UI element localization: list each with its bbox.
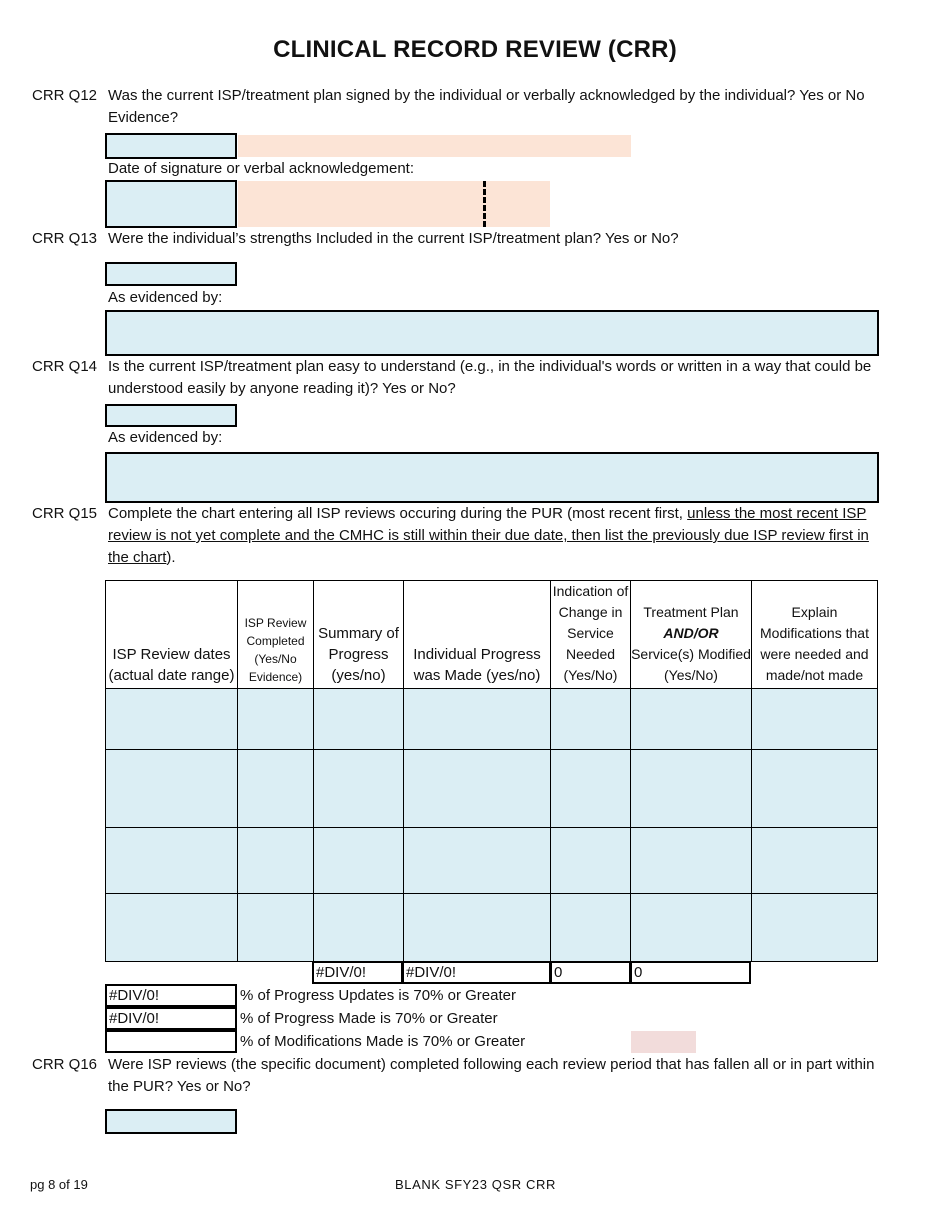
q14-answer-field[interactable]: [105, 404, 237, 427]
table-cell[interactable]: [631, 828, 752, 894]
page-title: CLINICAL RECORD REVIEW (CRR): [273, 36, 677, 63]
q13-evidence-field[interactable]: [105, 310, 879, 356]
col-header-review-completed: ISP Review Completed (Yes/No Evidence): [238, 581, 314, 689]
table-row: [106, 750, 878, 828]
q14-text: Is the current ISP/treatment plan easy to understand (e.g., in the individual's words or written in a way that could be understood easily by anyone reading it)? Yes or No?: [108, 358, 872, 397]
table-cell[interactable]: [752, 894, 878, 962]
q12-number: CRR Q12: [32, 87, 98, 104]
table-cell[interactable]: [631, 689, 752, 750]
q12-text: Was the current ISP/treatment plan signed by the individual or verbally acknowledged by the individual? Yes or No Evidence?: [108, 87, 865, 126]
table-cell[interactable]: [404, 828, 551, 894]
q12-answer-note: [238, 135, 631, 157]
table-cell[interactable]: [106, 828, 238, 894]
table-cell[interactable]: [551, 750, 631, 828]
col-header-change-needed: Indication of Change in Service Needed (Yes/No): [551, 581, 631, 689]
col-header-plan-modified-a: Treatment Plan: [643, 604, 739, 620]
table-cell[interactable]: [238, 689, 314, 750]
table-cell[interactable]: [404, 750, 551, 828]
total-summary-progress: #DIV/0!: [312, 961, 403, 984]
q13-evidence-label: As evidenced by:: [108, 289, 223, 306]
q15-text-end: ).: [166, 549, 176, 566]
q16-text: Were ISP reviews (the specific document) completed following each review period that has fallen all or in part within the PUR? Yes or No?: [108, 1056, 875, 1095]
col-header-plan-modified: [631, 581, 752, 689]
table-cell[interactable]: [106, 894, 238, 962]
table-cell[interactable]: [551, 894, 631, 962]
q15-number: CRR Q15: [32, 505, 98, 522]
date-divider: [483, 181, 486, 227]
table-cell[interactable]: [314, 689, 404, 750]
modifications-flag: [631, 1031, 696, 1053]
table-cell[interactable]: [106, 689, 238, 750]
table-cell[interactable]: [631, 750, 752, 828]
pct-progress-updates-value: #DIV/0!: [105, 984, 237, 1007]
pct-progress-made-value: #DIV/0!: [105, 1007, 237, 1030]
q15-text-underlined: unless the most recent ISP review is not yet complete and the CMHC is still within their due date, then list the previously due ISP review first in the chart: [108, 505, 869, 566]
q13-number: CRR Q13: [32, 230, 98, 247]
table-cell[interactable]: [314, 828, 404, 894]
q15-text: [108, 503, 878, 569]
total-plan-modified: 0: [630, 961, 751, 984]
table-row: [106, 828, 878, 894]
table-cell[interactable]: [238, 750, 314, 828]
table-cell[interactable]: [752, 828, 878, 894]
table-cell[interactable]: [551, 689, 631, 750]
document-name: BLANK SFY23 QSR CRR: [395, 1177, 556, 1192]
pct-modifications-value: [105, 1030, 237, 1053]
table-cell[interactable]: [238, 828, 314, 894]
table-cell[interactable]: [314, 750, 404, 828]
q14-evidence-label: As evidenced by:: [108, 429, 223, 446]
q12-date-note: [238, 181, 550, 227]
q12-answer-field[interactable]: [105, 133, 237, 159]
isp-review-table: [105, 580, 878, 962]
table-cell[interactable]: [752, 689, 878, 750]
table-row: [106, 689, 878, 750]
table-cell[interactable]: [238, 894, 314, 962]
col-header-individual-progress: Individual Progress was Made (yes/no): [404, 581, 551, 689]
col-header-plan-modified-b: AND/OR: [663, 625, 719, 641]
q15-text-plain: Complete the chart entering all ISP reviews occuring during the PUR (most recent first,: [108, 505, 688, 522]
pct-modifications-label: % of Modifications Made is 70% or Greater: [240, 1033, 526, 1050]
col-header-explain-modifications: Explain Modifications that were needed and made/not made: [752, 581, 878, 689]
table-cell[interactable]: [631, 894, 752, 962]
q16-answer-field[interactable]: [105, 1109, 237, 1134]
pct-progress-updates-label: % of Progress Updates is 70% or Greater: [240, 987, 516, 1004]
total-individual-progress: #DIV/0!: [402, 961, 551, 984]
q13-text: Were the individual’s strengths Included in the current ISP/treatment plan? Yes or No?: [108, 230, 679, 247]
table-cell[interactable]: [752, 750, 878, 828]
q13-answer-field[interactable]: [105, 262, 237, 286]
table-header-row: [106, 581, 878, 689]
table-row: [106, 894, 878, 962]
pct-progress-made-label: % of Progress Made is 70% or Greater: [240, 1010, 498, 1027]
table-cell[interactable]: [314, 894, 404, 962]
q14-evidence-field[interactable]: [105, 452, 879, 503]
table-cell[interactable]: [404, 689, 551, 750]
q14-number: CRR Q14: [32, 358, 98, 375]
col-header-summary-progress: Summary of Progress (yes/no): [314, 581, 404, 689]
table-cell[interactable]: [106, 750, 238, 828]
col-header-plan-modified-c: Service(s) Modified (Yes/No): [631, 646, 751, 683]
total-change-needed: 0: [550, 961, 631, 984]
q12-date-field[interactable]: [105, 180, 237, 228]
page-number: pg 8 of 19: [30, 1177, 88, 1192]
table-cell[interactable]: [551, 828, 631, 894]
col-header-review-dates: ISP Review dates (actual date range): [106, 581, 238, 689]
q16-number: CRR Q16: [32, 1056, 98, 1073]
q12-date-label: Date of signature or verbal acknowledgement:: [108, 160, 415, 177]
table-cell[interactable]: [404, 894, 551, 962]
